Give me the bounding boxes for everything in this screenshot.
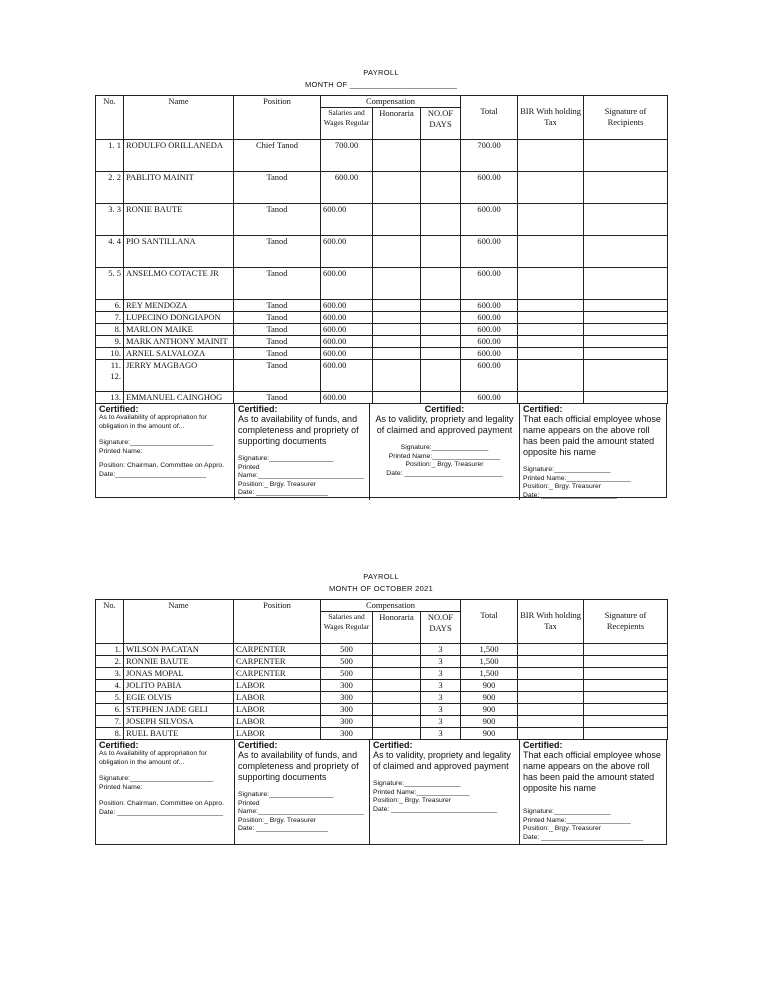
payroll-sheet-2 (95, 572, 667, 845)
row-no: 11. 12. (96, 360, 124, 392)
row-signature (584, 336, 668, 348)
table-row (96, 668, 668, 680)
header-name: Name (124, 600, 234, 644)
signature-line: Signature:_______________ (373, 780, 461, 787)
row-honoraria (373, 300, 421, 312)
row-name: RODULFO ORILLANEDA (124, 140, 234, 172)
row-position: Tanod (234, 360, 321, 392)
date-line: Date:________________________ (99, 470, 206, 478)
row-signature (584, 680, 668, 692)
row-no: 2. 2 (96, 172, 124, 204)
table-row (96, 336, 668, 348)
row-signature (584, 348, 668, 360)
table-row (96, 312, 668, 324)
row-signature (584, 668, 668, 680)
row-position: Tanod (234, 392, 321, 404)
row-no: 6. (96, 300, 124, 312)
row-no: 7. (96, 716, 124, 728)
row-honoraria (373, 392, 421, 404)
row-name: JOLITO PABIA (124, 680, 234, 692)
cert-payment (519, 404, 668, 500)
row-no: 6. (96, 704, 124, 716)
cert-text: As to validity, propriety and legality of claimed and approved payment (375, 414, 514, 435)
table-row (96, 728, 668, 740)
row-days (421, 336, 461, 348)
row-honoraria (373, 140, 421, 172)
row-no: 4. 4 (96, 236, 124, 268)
row-position: Tanod (234, 236, 321, 268)
header-bir: BIR With holding Tax (518, 600, 584, 644)
header-total: Total (461, 96, 518, 140)
header-bir: BIR With holding Tax (518, 96, 584, 140)
row-bir (518, 392, 584, 404)
row-salary: 300 (321, 680, 373, 692)
cert-validity (369, 404, 519, 500)
row-bir (518, 348, 584, 360)
payroll-title: PAYROLL (363, 572, 399, 581)
row-days: 3 (421, 716, 461, 728)
row-name: EGIE OLVIS (124, 692, 234, 704)
row-honoraria (373, 692, 421, 704)
position-line: Position:_ Brgy. Treasurer (523, 825, 602, 832)
row-days (421, 204, 461, 236)
header-honoraria: Honoraria (373, 612, 421, 644)
row-bir (518, 324, 584, 336)
table-row (96, 140, 668, 172)
row-name: MARK ANTHONY MAINIT (124, 336, 234, 348)
table-row (96, 172, 668, 204)
row-bir (518, 680, 584, 692)
row-no: 10. (96, 348, 124, 360)
row-days (421, 312, 461, 324)
row-bir (518, 268, 584, 300)
row-no: 8. (96, 728, 124, 740)
row-position: Tanod (234, 348, 321, 360)
cert-heading: Certified: (238, 740, 278, 750)
cert-heading: Certified: (523, 740, 563, 750)
row-salary: 600.00 (321, 312, 373, 324)
row-position: Tanod (234, 268, 321, 300)
row-days (421, 392, 461, 404)
row-total: 900 (461, 692, 518, 704)
row-salary: 700.00 (321, 140, 373, 172)
date-line: Date: ___________________ (238, 489, 328, 496)
row-salary: 300 (321, 728, 373, 740)
row-total: 600.00 (461, 348, 518, 360)
date-line: Date: ____________________ (523, 491, 617, 499)
row-total: 600.00 (461, 236, 518, 268)
row-bir (518, 172, 584, 204)
row-name: JERRY MAGBAGO (124, 360, 234, 392)
row-no: 2. (96, 656, 124, 668)
header-days: NO.OF DAYS (421, 108, 461, 140)
row-no: 9. (96, 336, 124, 348)
signature-line: Signature:_________________ (238, 455, 334, 462)
row-position: Tanod (234, 204, 321, 236)
table-row (96, 300, 668, 312)
row-position: LABOR (234, 680, 321, 692)
header-position: Position (234, 96, 321, 140)
row-position: CARPENTER (234, 656, 321, 668)
header-days: NO.OF DAYS (421, 612, 461, 644)
row-salary: 600.00 (321, 204, 373, 236)
row-total: 1,500 (461, 668, 518, 680)
row-days: 3 (421, 692, 461, 704)
row-name: RONIE BAUTE (124, 204, 234, 236)
table-row (96, 360, 668, 392)
row-total: 600.00 (461, 204, 518, 236)
cert-heading: Certified: (99, 740, 139, 750)
position-line: Position:_ Brgy. Treasurer (373, 797, 452, 804)
row-total: 600.00 (461, 392, 518, 404)
row-total: 600.00 (461, 268, 518, 300)
row-bir (518, 140, 584, 172)
row-name: LUPECINO DONGIAPON (124, 312, 234, 324)
position-line: Position:_ Brgy. Treasurer (405, 461, 484, 468)
row-no: 5. 5 (96, 268, 124, 300)
date-line: Date: ___________________ (238, 825, 328, 832)
row-salary: 600.00 (321, 360, 373, 392)
payroll-title: PAYROLL (363, 68, 399, 77)
row-position: CARPENTER (234, 668, 321, 680)
row-signature (584, 312, 668, 324)
row-no: 1. 1 (96, 140, 124, 172)
cert-text: As to validity, propriety and legality of claimed and approved payment (373, 750, 511, 771)
row-total: 600.00 (461, 300, 518, 312)
row-honoraria (373, 656, 421, 668)
row-salary: 600.00 (321, 268, 373, 300)
row-days: 3 (421, 680, 461, 692)
table-row (96, 204, 668, 236)
row-name: PABLITO MAINIT (124, 172, 234, 204)
row-signature (584, 300, 668, 312)
header-honoraria: Honoraria (373, 108, 421, 140)
printed-name-line: Printed Name: (99, 783, 143, 791)
row-days: 3 (421, 668, 461, 680)
header-no: No. (96, 96, 124, 140)
printed-name-line: Printed Name:__________________ (388, 452, 501, 460)
row-signature (584, 324, 668, 336)
position-line: Position:_ Brgy. Treasurer (238, 816, 317, 824)
printed-name-line: Printed Name:_________________ (523, 816, 631, 824)
row-position: Chief Tanod (234, 140, 321, 172)
printed-name-line: Printed Name: (99, 447, 143, 455)
row-days (421, 300, 461, 312)
header-position: Position (234, 600, 321, 644)
row-salary: 300 (321, 692, 373, 704)
row-bir (518, 236, 584, 268)
header-no: No. (96, 600, 124, 644)
row-no: 5. (96, 692, 124, 704)
printed-name-line: Printed Name:____________________________ (238, 799, 364, 815)
row-name: EMMANUEL CAINGHOG (124, 392, 234, 404)
position-line: Position: Chairman, Committee on Appro. (99, 462, 225, 469)
row-signature (584, 392, 668, 404)
row-signature (584, 644, 668, 656)
row-honoraria (373, 360, 421, 392)
row-salary: 500 (321, 644, 373, 656)
row-bir (518, 656, 584, 668)
row-total: 600.00 (461, 360, 518, 392)
row-days: 3 (421, 704, 461, 716)
row-signature (584, 704, 668, 716)
row-honoraria (373, 236, 421, 268)
row-no: 7. (96, 312, 124, 324)
row-bir (518, 644, 584, 656)
row-salary: 600.00 (321, 348, 373, 360)
payroll-table (95, 599, 668, 740)
row-signature (584, 360, 668, 392)
row-total: 900 (461, 680, 518, 692)
table-row (96, 716, 668, 728)
row-salary: 300 (321, 716, 373, 728)
row-name: REY MENDOZA (124, 300, 234, 312)
row-days: 3 (421, 728, 461, 740)
header-signature: Signature of Recipients (584, 96, 668, 140)
row-position: CARPENTER (234, 644, 321, 656)
row-position: LABOR (234, 704, 321, 716)
row-salary: 500 (321, 656, 373, 668)
certification-block (95, 740, 667, 845)
row-name: WILSON PACATAN (124, 644, 234, 656)
signature-line: Signature:_______________ (523, 808, 611, 815)
table-row (96, 644, 668, 656)
row-salary: 600.00 (321, 392, 373, 404)
date-line: Date: ____________________________ (99, 808, 223, 816)
date-line: Date: ___________________________ (523, 833, 644, 841)
row-signature (584, 716, 668, 728)
row-salary: 600.00 (321, 324, 373, 336)
table-row (96, 348, 668, 360)
row-total: 600.00 (461, 324, 518, 336)
row-days: 3 (421, 644, 461, 656)
row-position: Tanod (234, 336, 321, 348)
row-honoraria (373, 268, 421, 300)
cert-appropriation (96, 404, 234, 500)
row-name: STEPHEN JADE GELI (124, 704, 234, 716)
row-no: 1. (96, 644, 124, 656)
printed-name-line: Printed Name:____________________________ (238, 463, 364, 479)
cert-heading: Certified: (99, 404, 139, 414)
table-row (96, 324, 668, 336)
row-no: 3. (96, 668, 124, 680)
row-bir (518, 668, 584, 680)
signature-line: Signature:_______________ (523, 466, 611, 473)
row-name: MARLON MAIKE (124, 324, 234, 336)
row-total: 900 (461, 704, 518, 716)
row-honoraria (373, 312, 421, 324)
row-position: Tanod (234, 172, 321, 204)
cert-validity (369, 740, 519, 844)
signature-line: Signature:_________________ (238, 791, 334, 798)
row-name: PIO SANTILLANA (124, 236, 234, 268)
row-honoraria (373, 728, 421, 740)
date-line: Date: __________________________ (386, 469, 503, 477)
payroll-month: MONTH OF ________________________ (304, 80, 458, 89)
row-name: ARNEL SALVALOZA (124, 348, 234, 360)
row-salary: 300 (321, 704, 373, 716)
row-position: Tanod (234, 312, 321, 324)
payroll-sheet-1 (95, 68, 667, 498)
row-total: 1,500 (461, 644, 518, 656)
row-signature (584, 140, 668, 172)
row-total: 1,500 (461, 656, 518, 668)
row-honoraria (373, 324, 421, 336)
cert-funds (234, 404, 369, 500)
header-compensation: Compensation (321, 96, 461, 108)
table-row (96, 392, 668, 404)
position-line: Position: Chairman, Committee on Appro. (99, 800, 225, 807)
table-row (96, 268, 668, 300)
row-signature (584, 656, 668, 668)
row-signature (584, 268, 668, 300)
cert-text: As to availability of funds, and completeness and propriety of supporting documents (238, 414, 359, 446)
row-honoraria (373, 204, 421, 236)
row-salary: 500 (321, 668, 373, 680)
row-total: 900 (461, 728, 518, 740)
row-honoraria (373, 668, 421, 680)
printed-name-line: Printed Name:_________________ (523, 474, 631, 482)
row-honoraria (373, 172, 421, 204)
row-signature (584, 728, 668, 740)
row-name: JONAS MOPAL (124, 668, 234, 680)
cert-text: As to Availability of appropriation for obligation in the amount of... (99, 414, 207, 430)
cert-payment (519, 740, 668, 844)
table-row (96, 236, 668, 268)
cert-heading: Certified: (523, 404, 563, 414)
row-honoraria (373, 680, 421, 692)
row-days (421, 268, 461, 300)
row-days (421, 348, 461, 360)
row-total: 600.00 (461, 312, 518, 324)
row-signature (584, 236, 668, 268)
row-bir (518, 360, 584, 392)
signature-line: Signature:______________________ (99, 439, 214, 446)
row-signature (584, 172, 668, 204)
row-total: 700.00 (461, 140, 518, 172)
position-line: Position:_ Brgy. Treasurer (523, 483, 602, 490)
row-days (421, 172, 461, 204)
table-row (96, 680, 668, 692)
row-salary: 600.00 (321, 172, 373, 204)
row-position: LABOR (234, 728, 321, 740)
header-signature: Signature of Recepients (584, 600, 668, 644)
row-name: RUEL BAUTE (124, 728, 234, 740)
row-days (421, 324, 461, 336)
row-name: RONNIE BAUTE (124, 656, 234, 668)
payroll-table (95, 95, 668, 404)
row-salary: 600.00 (321, 300, 373, 312)
signature-line: Signature:______________________ (99, 775, 214, 782)
row-days (421, 236, 461, 268)
row-position: Tanod (234, 324, 321, 336)
row-total: 600.00 (461, 336, 518, 348)
table-row (96, 692, 668, 704)
cert-heading: Certified: (373, 740, 413, 750)
cert-text: As to availability of funds, and completeness and propriety of supporting documents (238, 750, 359, 782)
row-position: LABOR (234, 716, 321, 728)
row-name: JOSEPH SILVOSA (124, 716, 234, 728)
row-signature (584, 692, 668, 704)
row-bir (518, 692, 584, 704)
row-salary: 600.00 (321, 236, 373, 268)
row-honoraria (373, 336, 421, 348)
row-position: LABOR (234, 692, 321, 704)
row-days (421, 140, 461, 172)
date-line: Date: ____________________________ (373, 805, 497, 813)
row-honoraria (373, 348, 421, 360)
row-no: 13. (96, 392, 124, 404)
cert-text: As to Availability of appropriation for obligation in the amount of... (99, 750, 207, 766)
row-bir (518, 300, 584, 312)
header-salaries: Salaries and Wages Regular (321, 612, 373, 644)
row-honoraria (373, 716, 421, 728)
row-bir (518, 336, 584, 348)
cert-heading: Certified: (238, 404, 278, 414)
header-salaries: Salaries and Wages Regular (321, 108, 373, 140)
row-signature (584, 204, 668, 236)
cert-text: That each official employee whose name appears on the above roll has been paid the amount stated opposite his name (523, 750, 661, 793)
cert-funds (234, 740, 369, 844)
table-row (96, 656, 668, 668)
header-total: Total (461, 600, 518, 644)
row-total: 900 (461, 716, 518, 728)
row-bir (518, 312, 584, 324)
row-bir (518, 716, 584, 728)
row-position: Tanod (234, 300, 321, 312)
position-line: Position:_ Brgy. Treasurer (238, 480, 317, 488)
certification-block (95, 404, 667, 498)
row-bir (518, 728, 584, 740)
cert-text: That each official employee whose name appears on the above roll has been paid the amount stated opposite his name (523, 414, 661, 457)
cert-heading: Certified: (424, 404, 465, 414)
signature-line: Signature:_______________ (400, 444, 489, 451)
row-total: 600.00 (461, 172, 518, 204)
row-bir (518, 204, 584, 236)
row-days (421, 360, 461, 392)
row-no: 8. (96, 324, 124, 336)
printed-name-line: Printed Name:______________ (373, 788, 470, 796)
payroll-month: MONTH OF OCTOBER 2021 (328, 584, 434, 593)
row-no: 4. (96, 680, 124, 692)
row-honoraria (373, 644, 421, 656)
row-name: ANSELMO COTACTE JR (124, 268, 234, 300)
row-no: 3. 3 (96, 204, 124, 236)
header-compensation: Compensation (321, 600, 461, 612)
row-bir (518, 704, 584, 716)
row-salary: 600.00 (321, 336, 373, 348)
row-days: 3 (421, 656, 461, 668)
header-name: Name (124, 96, 234, 140)
cert-appropriation (96, 740, 234, 844)
row-honoraria (373, 704, 421, 716)
table-row (96, 704, 668, 716)
